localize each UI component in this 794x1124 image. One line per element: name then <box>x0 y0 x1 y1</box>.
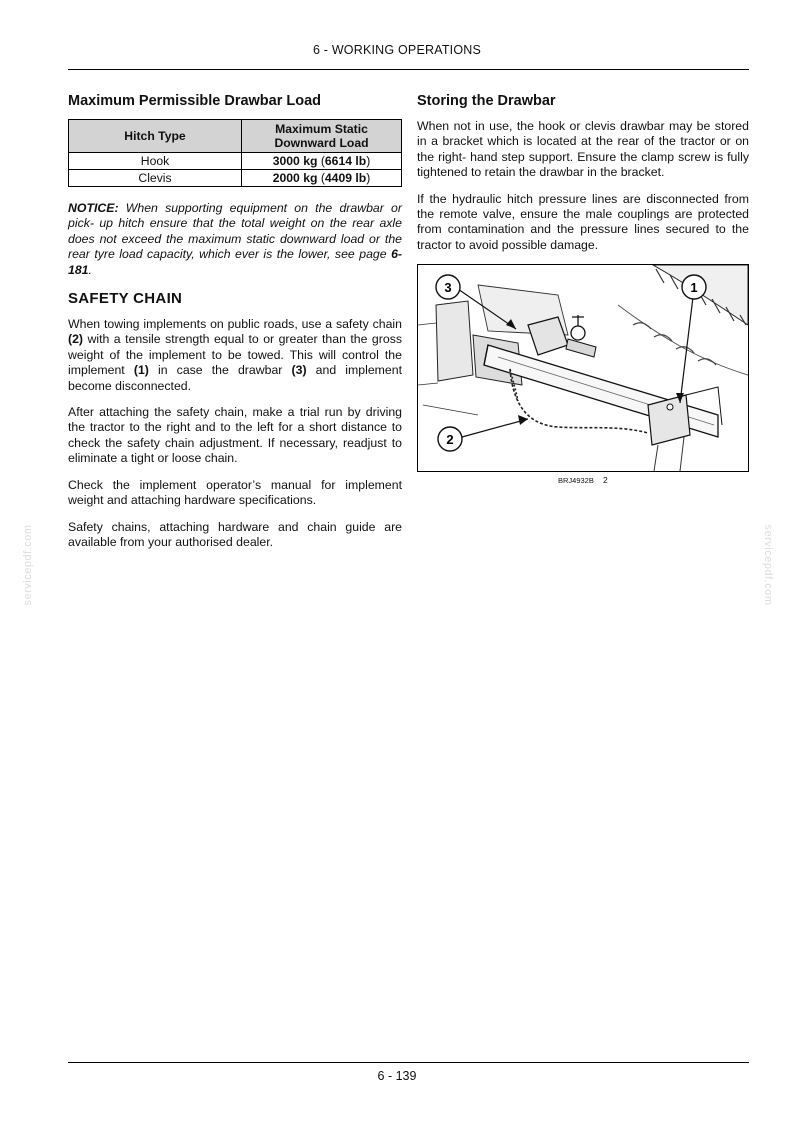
notice-label: NOTICE: <box>68 201 119 215</box>
left-column <box>68 92 402 561</box>
figure-number: 2 <box>603 475 608 486</box>
load-cell: 3000 kg (6614 lb) <box>242 153 402 170</box>
ref-1: (1) <box>133 363 149 378</box>
load-lb: 4409 lb <box>324 171 367 185</box>
safety-chain-heading: SAFETY CHAIN <box>68 290 183 308</box>
tyre-inner <box>618 305 748 375</box>
notice-paragraph <box>68 201 402 278</box>
drawbar-load-table <box>68 119 402 187</box>
page-number: 6 - 139 <box>377 1069 417 1083</box>
max-load-header: Maximum Static Downward Load <box>242 120 402 153</box>
ref-3: (3) <box>291 363 307 378</box>
text-run: in case the drawbar <box>148 363 292 378</box>
storing-paragraph-1: When not in use, the hook or clevis drawbar may be stored in a bracket which is located at the rear of the tractor or on the right- hand step support. Ensure the clamp screw is fully tightened to retain the drawbar in the bracket. <box>417 119 749 180</box>
load-kg: 3000 kg <box>272 154 318 168</box>
notice-end: . <box>88 262 92 277</box>
safety-paragraph-1 <box>68 317 402 394</box>
header-rule <box>68 69 749 70</box>
text-run: and implement become disconnected. <box>68 363 403 393</box>
hook-pin <box>571 326 585 340</box>
table-row <box>69 153 402 170</box>
text-run: When towing implements on public roads, use a safety chain <box>68 317 402 332</box>
figure-caption <box>417 476 749 494</box>
safety-paragraph-4: Safety chains, attaching hardware and chain guide are available from your authorised dealer. <box>68 519 402 549</box>
figure-code: BRJ4932B <box>558 476 594 486</box>
hitch-type-cell: Clevis <box>69 170 242 187</box>
callout-1-label: 1 <box>690 280 698 296</box>
watermark-right: servicepdf.com <box>762 524 774 606</box>
notice-page-ref: 6-181 <box>68 247 402 277</box>
tyre-blocks <box>633 323 716 365</box>
storing-paragraph-2: If the hydraulic hitch pressure lines are disconnected from the remote valve, ensure the male couplings are protected from contamination and the pressure lines secured to the tractor to avoid possible damage. <box>417 191 749 252</box>
table-row <box>69 170 402 187</box>
load-kg: 2000 kg <box>272 171 318 185</box>
load-lb: 6614 lb <box>324 154 367 168</box>
table-header-row <box>69 120 402 153</box>
watermark-left: servicepdf.com <box>22 524 34 606</box>
callout-2-label: 2 <box>446 432 454 448</box>
drawbar-load-heading: Maximum Permissible Drawbar Load <box>68 93 322 109</box>
drawbar-drawing <box>418 265 748 471</box>
footer-rule <box>68 1062 749 1063</box>
hitch-type-cell: Hook <box>69 153 242 170</box>
tractor-frame <box>436 301 473 381</box>
safety-paragraph-3: Check the implement operator’s manual for implement weight and attaching hardware specifications. <box>68 477 402 508</box>
callout-3-label: 3 <box>444 280 452 296</box>
text-run: with a tensile strength equal to or greater than the gross weight of the implement to be towed. This will control the implement <box>68 332 402 378</box>
hitch-type-header: Hitch Type <box>69 120 242 153</box>
storing-drawbar-heading: Storing the Drawbar <box>417 93 556 109</box>
drawbar-illustration <box>417 264 749 472</box>
load-cell: 2000 kg (4409 lb) <box>242 170 402 187</box>
safety-paragraph-2: After attaching the safety chain, make a trial run by driving the tractor to the right and to the left for a short distance to check the safety chain adjustment. If necessary, readjust to eliminate a tight or loose chain. <box>68 405 402 466</box>
right-column <box>417 92 749 494</box>
notice-text: When supporting equipment on the drawbar or pick- up hitch ensure that the total weight on the rear axle does not exceed the maximum static downward load or the rear tyre load capacity, which ever is the lower, see page <box>68 201 402 262</box>
ref-2: (2) <box>68 332 84 347</box>
running-header: 6 - WORKING OPERATIONS <box>312 43 482 57</box>
